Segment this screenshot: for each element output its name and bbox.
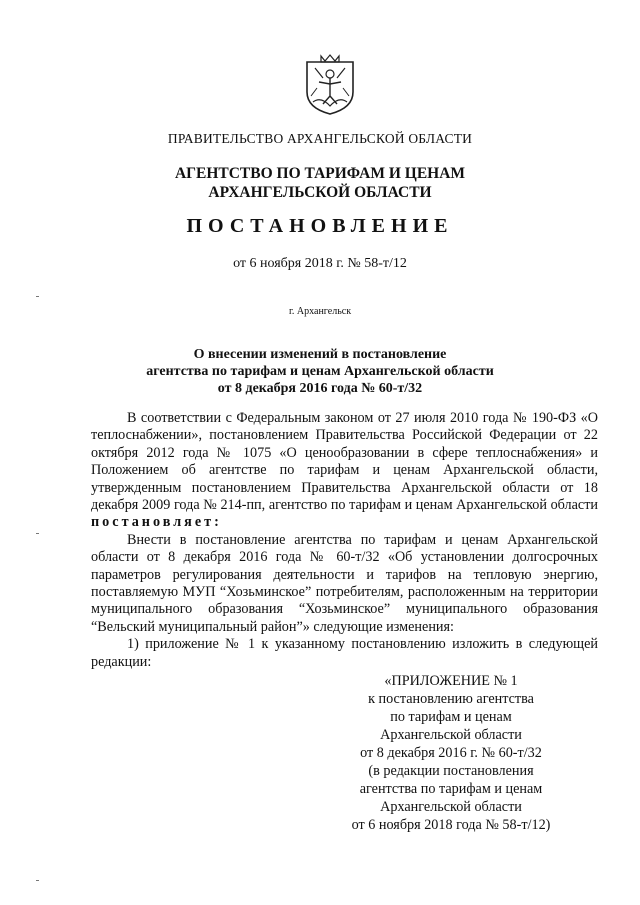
- decree-keyword: постановляет:: [91, 514, 222, 531]
- document-body: [91, 410, 598, 671]
- scan-speck: [36, 533, 39, 534]
- coat-of-arms-icon: [301, 52, 359, 116]
- appendix-line8: Архангельской области: [380, 799, 522, 815]
- agency-name: [0, 164, 640, 202]
- document-city: г. Архангельск: [288, 306, 352, 317]
- subject-line3: от 8 декабря 2016 года № 60-т/32: [217, 381, 423, 396]
- paragraph-basis: [91, 410, 598, 532]
- document-date-number: от 6 ноября 2018 г. № 58-т/12: [233, 256, 407, 271]
- appendix-line4: Архангельской области: [380, 727, 522, 743]
- paragraph-amendment: Внести в постановление агентства по тарифам и ценам Архангельской области от 8 декабря 2016 года № 60-т/32 «Об установлении долгосрочных параметров регулирования деятельности и тарифов на тепловую энергию, поставляемую МУП “Хозьминское” потребителям, расположенным на территории муниципального образования “Хозьминское” муниципального образования “Вельский муниципальный район”» следующие изменения:: [91, 531, 598, 635]
- government-name: ПРАВИТЕЛЬСТВО АРХАНГЕЛЬСКОЙ ОБЛАСТИ: [167, 131, 473, 146]
- paragraph-item-1: 1) приложение № 1 к указанному постановлению изложить в следующей редакции:: [91, 636, 598, 670]
- agency-name-line2: АРХАНГЕЛЬСКОЙ ОБЛАСТИ: [208, 184, 432, 201]
- appendix-line7: агентства по тарифам и ценам: [359, 781, 543, 797]
- agency-name-line1: АГЕНТСТВО ПО ТАРИФАМ И ЦЕНАМ: [174, 165, 466, 182]
- document-subject: [0, 346, 640, 397]
- subject-line1: О внесении изменений в постановление: [193, 347, 447, 362]
- appendix-line6: (в редакции постановления: [368, 763, 534, 779]
- paragraph-basis-text: В соответствии с Федеральным законом от 27 июля 2010 года № 190-ФЗ «О теплоснабжении», постановлением Правительства Российской Федерации от 22 октября 2012 года № 1075 «О ценообразовании в сфере теплоснабжения» и Положением об агентстве по тарифам и ценам Архангельской области, утвержденным постановлением Правительства Архангельской области от 18 декабря 2009 года № 214-пп, агентство по тарифам и ценам Архангельской области: [91, 410, 598, 514]
- appendix-line3: по тарифам и ценам: [390, 709, 512, 725]
- appendix-line5: от 8 декабря 2016 г. № 60-т/32: [360, 745, 542, 761]
- appendix-line2: к постановлению агентства: [368, 691, 534, 707]
- appendix-header: [336, 672, 566, 834]
- scan-speck: [36, 296, 39, 297]
- scan-speck: [36, 880, 39, 881]
- document-type-title: ПОСТАНОВЛЕНИЕ: [186, 215, 454, 237]
- appendix-line1: «ПРИЛОЖЕНИЕ № 1: [384, 673, 518, 689]
- subject-line2: агентства по тарифам и ценам Архангельской области: [146, 364, 494, 379]
- appendix-line9: от 6 ноября 2018 года № 58-т/12): [351, 817, 551, 833]
